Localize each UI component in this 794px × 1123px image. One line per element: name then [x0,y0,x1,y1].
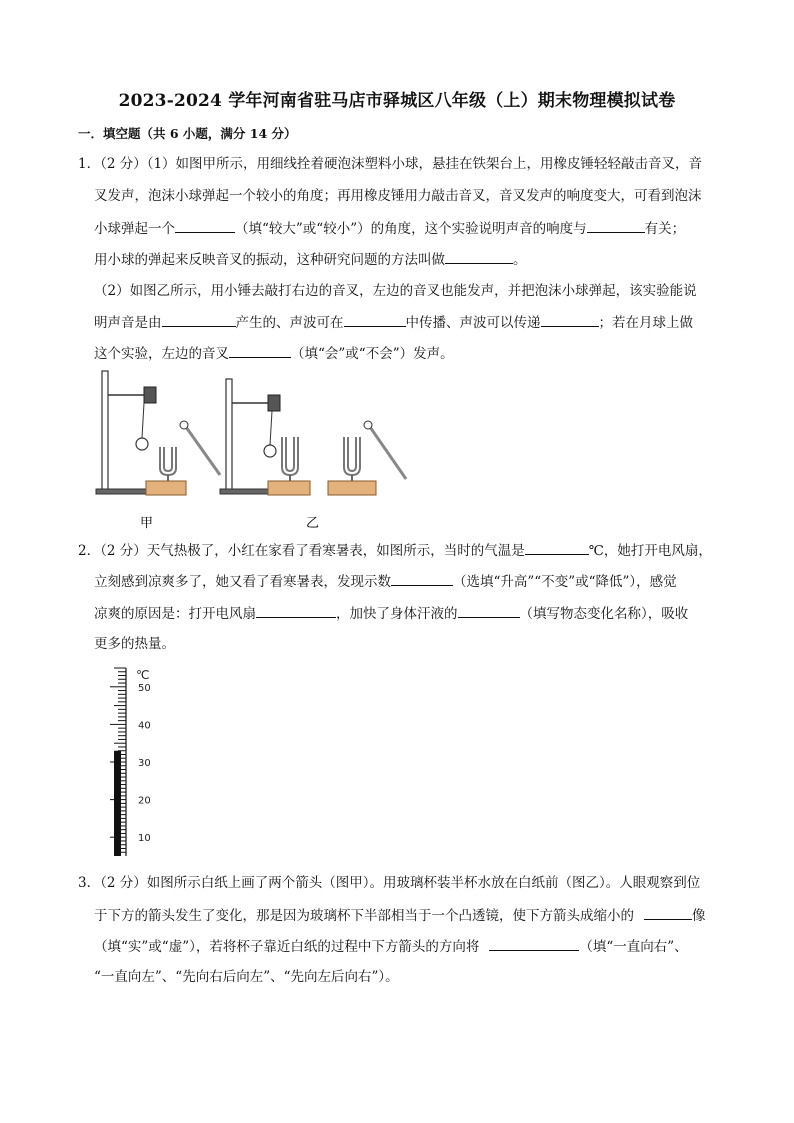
answer-blank[interactable] [541,312,599,327]
q2-line-1a: 2．（2 分）天气热极了，小红在家看了看寒暑表，如图所示，当时的气温是 [78,543,525,559]
q3-line-1: 3．（2 分）如图所示白纸上画了两个箭头（图甲）。用玻璃杯装半杯水放在白纸前（图乙）。人眼观察到位 [78,875,701,891]
resonance-box-right [328,481,376,495]
rubber-hammer-head [180,421,188,429]
figure-label-yi: 乙 [306,516,320,531]
figure-label-jia: 甲 [140,516,154,531]
hammer-handle [370,427,406,479]
q1-line-6 [94,312,693,333]
answer-blank[interactable] [344,312,406,327]
tick-label: 10 [138,833,151,845]
q3-line-3b: （填“一直向右”、 [579,939,688,955]
hammer-head [364,421,372,429]
stand-base [220,489,272,494]
clamp [144,387,156,403]
q2-line-3b: ，加快了身体汗液的 [336,606,458,622]
tuning-fork [160,447,176,475]
stand-base [96,489,148,494]
q1-line-4 [94,249,527,270]
q1-line-3c: 有关； [644,221,686,237]
answer-blank[interactable] [229,343,291,358]
answer-blank[interactable] [162,312,236,327]
answer-blank[interactable] [587,218,645,233]
thread [270,411,272,445]
answer-blank[interactable] [644,905,692,920]
q1-line-6d: ；若在月球上做 [598,315,693,331]
q3-line-3a: （填“实”或“虚”），若将杯子靠近白纸的过程中下方箭头的方向将 [94,939,480,955]
q3-line-3 [94,936,688,957]
q1-line-7 [94,343,454,364]
q2-line-4: 更多的热量。 [94,636,175,652]
stand-rod [226,379,232,491]
q2-line-3c: （填写物态变化名称），吸收 [519,606,689,622]
q2-line-3a: 凉爽的原因是：打开电风扇 [94,606,256,622]
thermometer-figure [96,662,176,862]
q1-line-6b: 产生的、声波可在 [235,315,344,331]
resonance-box [146,481,186,495]
q1-line-4b: 。 [513,252,527,268]
q1-line-6a: 明声音是由 [94,315,162,331]
q1-line-3a: 小球弹起一个 [94,221,175,237]
q1-line-5: （2）如图乙所示，用小锤去敲打右边的音叉，左边的音叉也能发声，并把泡沫小球弹起，该实验能说 [94,283,697,299]
answer-blank[interactable] [489,936,579,951]
q1-line-1: 1．（2 分）（1）如图甲所示，用细线拴着硬泡沫塑料小球，悬挂在铁架台上，用橡皮锤轻轻敲击音叉，音 [78,156,703,172]
figure-yi [220,379,406,495]
tick-label: 40 [138,720,151,732]
mercury-column [114,751,121,856]
answer-blank[interactable] [458,603,520,618]
q3-line-2a: 于下方的箭头发生了变化，那是因为玻璃杯下半部相当于一个凸透镜，使下方箭头成缩小的 [94,908,634,924]
thread [142,403,144,438]
section-heading: 一．填空题（共 6 小题，满分 14 分） [78,126,297,141]
tuning-fork-left [282,437,298,475]
tick-label: 50 [138,682,151,694]
q1-line-6c: 中传播、声波可以传递 [405,315,541,331]
q2-line-2 [94,571,677,592]
clamp [268,395,280,411]
page-title: 2023-2024 学年河南省驻马店市驿城区八年级（上）期末物理模拟试卷 [118,91,676,111]
q2-line-3 [94,603,688,624]
q3-line-2 [94,905,706,926]
tick-label: 20 [138,795,151,807]
answer-blank[interactable] [175,218,235,233]
q1-line-7b: （填“会”或“不会”）发声。 [291,346,454,362]
answer-blank[interactable] [391,571,453,586]
tuning-fork-figure [90,365,430,535]
q1-line-3b: （填“较大”或“较小”）的角度，这个实验说明声音的响度与 [235,221,587,237]
q1-line-7a: 这个实验，左边的音叉 [94,346,229,362]
foam-ball [264,445,276,457]
q2-line-1 [78,540,712,561]
answer-blank[interactable] [525,540,589,555]
tick-label: 30 [138,758,151,769]
stand-rod [102,371,108,491]
q2-line-1b: ℃，她打开电风扇， [588,543,712,559]
resonance-box-left [268,481,310,495]
q3-line-2b: 像 [692,908,706,924]
q1-line-2: 叉发声，泡沫小球弹起一个较小的角度；再用橡皮锤用力敲击音叉，音叉发声的响度变大，可看到泡沫 [94,188,702,204]
thermometer-unit: ℃ [136,668,150,682]
figure-jia [96,371,220,495]
q2-line-2b: （选填“升高”“不变”或“降低”），感觉 [453,574,677,590]
q1-line-4a: 用小球的弹起来反映音叉的振动，这种研究问题的方法叫做 [94,252,445,268]
q3-line-4: “一直向左”、“先向右后向左”、“先向左后向右”）。 [94,969,399,985]
q2-line-2a: 立刻感到凉爽多了，她又看了看寒暑表，发现示数 [94,574,391,590]
q1-line-3 [94,218,685,239]
rubber-hammer-handle [186,427,220,475]
answer-blank[interactable] [256,603,336,618]
answer-blank[interactable] [445,249,513,264]
tuning-fork-right [344,437,360,475]
foam-ball [136,438,148,450]
